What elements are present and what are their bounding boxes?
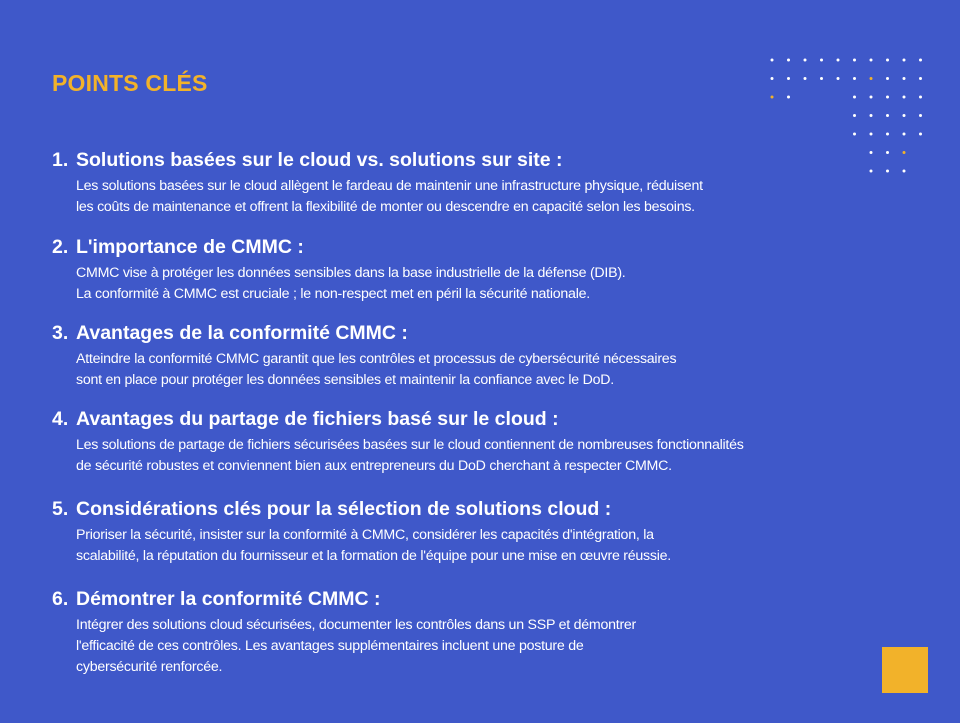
description-line: l'efficacité de ces contrôles. Les avantages supplémentaires incluent une posture de [76,638,584,654]
point-title-text: Avantages de la conformité CMMC : [76,322,408,344]
point-title [52,587,932,611]
decorative-dot [853,96,856,99]
decorative-dot [804,77,807,80]
decorative-dot [903,96,906,99]
list-item [52,587,932,678]
point-description [76,263,932,305]
point-title [52,235,932,259]
list-item [52,497,932,567]
point-title-text: Considérations clés pour la sélection de solutions cloud : [76,498,612,520]
decorative-dot [771,77,774,80]
point-title [52,407,932,431]
point-description [76,615,932,678]
decorative-dot [771,59,774,62]
decorative-dot [886,77,889,80]
description-line: de sécurité robustes et conviennent bien aux entrepreneurs du DoD cherchant à respecter CMMC. [76,458,672,474]
decorative-dot [870,114,873,117]
point-title-text: Démontrer la conformité CMMC : [76,588,381,610]
description-line: les coûts de maintenance et offrent la flexibilité de monter ou descendre en capacité selon les besoins. [76,199,695,215]
decorative-dot [853,133,856,136]
page-title: POINTS CLÉS [52,70,208,96]
decorative-dot [919,114,922,117]
point-title-text: L'importance de CMMC : [76,236,304,258]
point-title-text: Solutions basées sur le cloud vs. solutions sur site : [76,149,563,171]
point-title [52,148,932,172]
decorative-dot [870,77,873,80]
description-line: Les solutions de partage de fichiers sécurisées basées sur le cloud contiennent de nombreuses fonctionnalités [76,437,744,453]
point-number: 4. [52,408,69,430]
point-number: 6. [52,588,69,610]
decorative-dot [919,133,922,136]
description-line: Les solutions basées sur le cloud allègent le fardeau de maintenir une infrastructure physique, réduisent [76,178,703,194]
decorative-dot [837,59,840,62]
decorative-dot [771,96,774,99]
decorative-dot [853,59,856,62]
description-line: Atteindre la conformité CMMC garantit que les contrôles et processus de cybersécurité nécessaires [76,351,677,367]
key-points-list [52,148,932,678]
point-description [76,176,932,218]
accent-square [882,647,928,693]
point-title [52,321,932,345]
description-line: scalabilité, la réputation du fournisseur et la formation de l'équipe pour une mise en œuvre réussie. [76,548,671,564]
decorative-dot [903,59,906,62]
point-description [76,349,932,391]
decorative-dot [853,77,856,80]
point-number: 2. [52,236,69,258]
point-number: 1. [52,149,69,171]
description-line: sont en place pour protéger les données sensibles et maintenir la confiance avec le DoD. [76,372,614,388]
decorative-dot [804,59,807,62]
decorative-dot [919,77,922,80]
decorative-dot [886,133,889,136]
point-number: 3. [52,322,69,344]
description-line: CMMC vise à protéger les données sensibles dans la base industrielle de la défense (DIB). [76,265,626,281]
list-item [52,407,932,477]
point-number: 5. [52,498,69,520]
point-description [76,435,932,477]
decorative-dot [837,77,840,80]
list-item [52,148,932,218]
decorative-dot [886,59,889,62]
decorative-dot [886,96,889,99]
decorative-dot [919,59,922,62]
description-line: Prioriser la sécurité, insister sur la conformité à CMMC, considérer les capacités d'intégration, la [76,527,654,543]
list-item [52,235,932,305]
decorative-dot [919,96,922,99]
description-line: cybersécurité renforcée. [76,659,223,675]
decorative-dot [903,133,906,136]
point-title [52,497,932,521]
decorative-dot [903,114,906,117]
decorative-dot [787,77,790,80]
decorative-dot [820,59,823,62]
list-item [52,321,932,391]
point-title-text: Avantages du partage de fichiers basé sur le cloud : [76,408,559,430]
description-line: La conformité à CMMC est cruciale ; le non-respect met en péril la sécurité nationale. [76,286,590,302]
decorative-dot [870,133,873,136]
decorative-dot [787,96,790,99]
description-line: Intégrer des solutions cloud sécurisées, documenter les contrôles dans un SSP et démontrer [76,617,637,633]
decorative-dot [787,59,790,62]
decorative-dot [886,114,889,117]
decorative-dot [870,59,873,62]
decorative-dot [903,77,906,80]
decorative-dot [870,96,873,99]
decorative-dot [820,77,823,80]
decorative-dot [853,114,856,117]
point-description [76,525,932,567]
